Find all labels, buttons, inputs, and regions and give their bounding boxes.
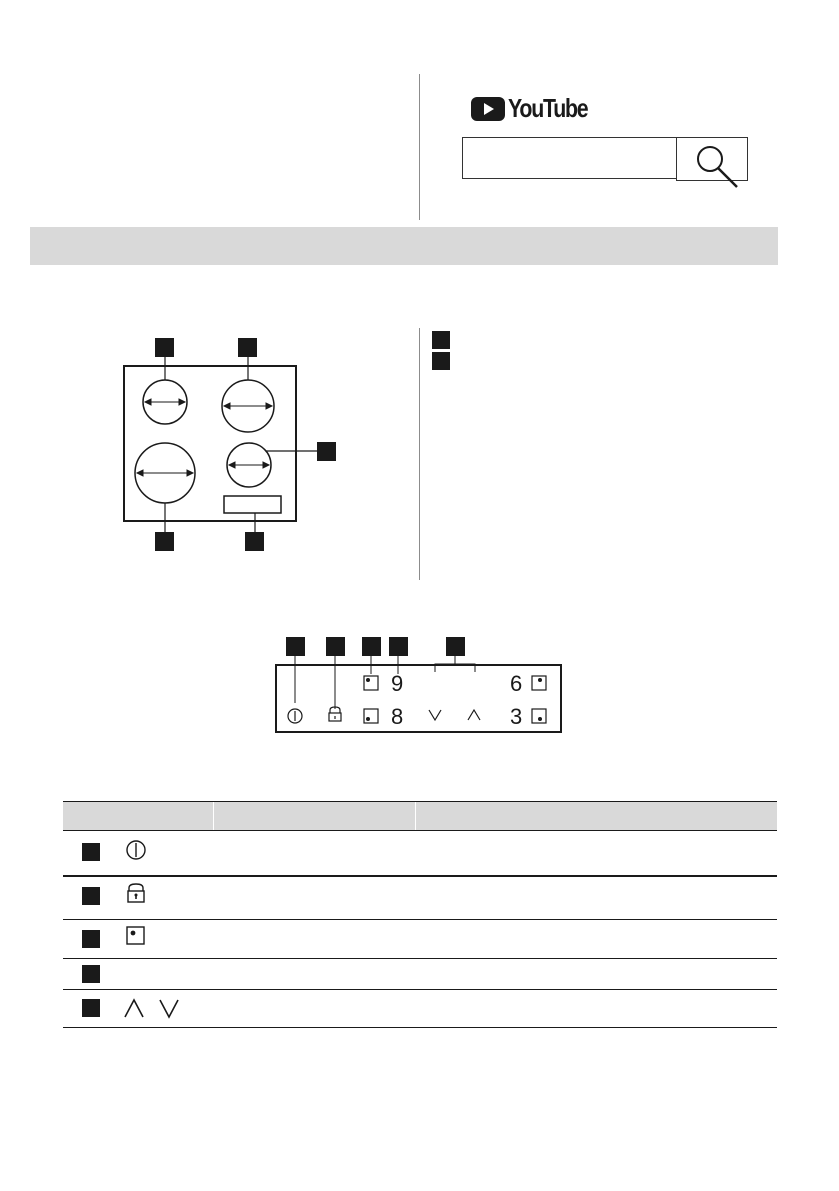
up-down-icon	[122, 996, 188, 1022]
youtube-logo[interactable]	[471, 93, 605, 124]
panel-callout-3	[362, 637, 381, 656]
youtube-search-input[interactable]	[462, 137, 676, 179]
hob-callout-4	[155, 532, 174, 551]
panel-down-icon	[429, 710, 441, 720]
table-row-4-marker	[82, 965, 100, 983]
table-row-1-marker	[82, 843, 100, 861]
table-header	[63, 801, 777, 831]
lock-icon	[124, 881, 148, 905]
panel-zone-select-top-left	[364, 676, 378, 690]
legend-marker-1	[432, 331, 450, 349]
search-button[interactable]	[676, 137, 748, 181]
panel-zone-select-bottom-right	[532, 709, 546, 723]
header-divider	[419, 74, 420, 220]
hob-callout-1	[155, 338, 174, 357]
hob-callout-3	[317, 442, 336, 461]
control-panel-outline	[224, 496, 281, 513]
control-panel-diagram	[270, 630, 570, 740]
zone-select-icon	[124, 924, 148, 948]
panel-lock-icon	[329, 707, 341, 721]
panel-display-top-right: 6	[510, 671, 523, 696]
diagram-divider	[419, 328, 420, 580]
panel-zone-select-top-right	[532, 676, 546, 690]
table-row-2-marker	[82, 887, 100, 905]
section-title-band	[30, 227, 778, 265]
hob-diagram	[100, 330, 360, 560]
panel-up-icon	[468, 710, 480, 720]
youtube-wordmark: YouTube	[508, 93, 588, 123]
legend-marker-2	[432, 352, 450, 370]
youtube-play-icon	[471, 97, 505, 121]
panel-zone-select-bottom-left	[364, 709, 378, 723]
panel-display-bottom-left: 8	[391, 704, 404, 729]
search-icon	[677, 138, 747, 180]
table-row-5-marker	[82, 999, 100, 1017]
table-row-3-marker	[82, 930, 100, 948]
panel-display-top-left: 9	[391, 671, 404, 696]
panel-callout-4	[389, 637, 408, 656]
hob-outline	[124, 366, 296, 521]
panel-callout-1	[286, 637, 305, 656]
panel-display-bottom-right: 3	[510, 704, 523, 729]
panel-callout-5	[446, 637, 465, 656]
hob-callout-2	[238, 338, 257, 357]
panel-callout-2	[326, 637, 345, 656]
hob-callout-5	[245, 532, 264, 551]
panel-power-icon	[288, 709, 302, 723]
power-icon	[124, 838, 148, 862]
